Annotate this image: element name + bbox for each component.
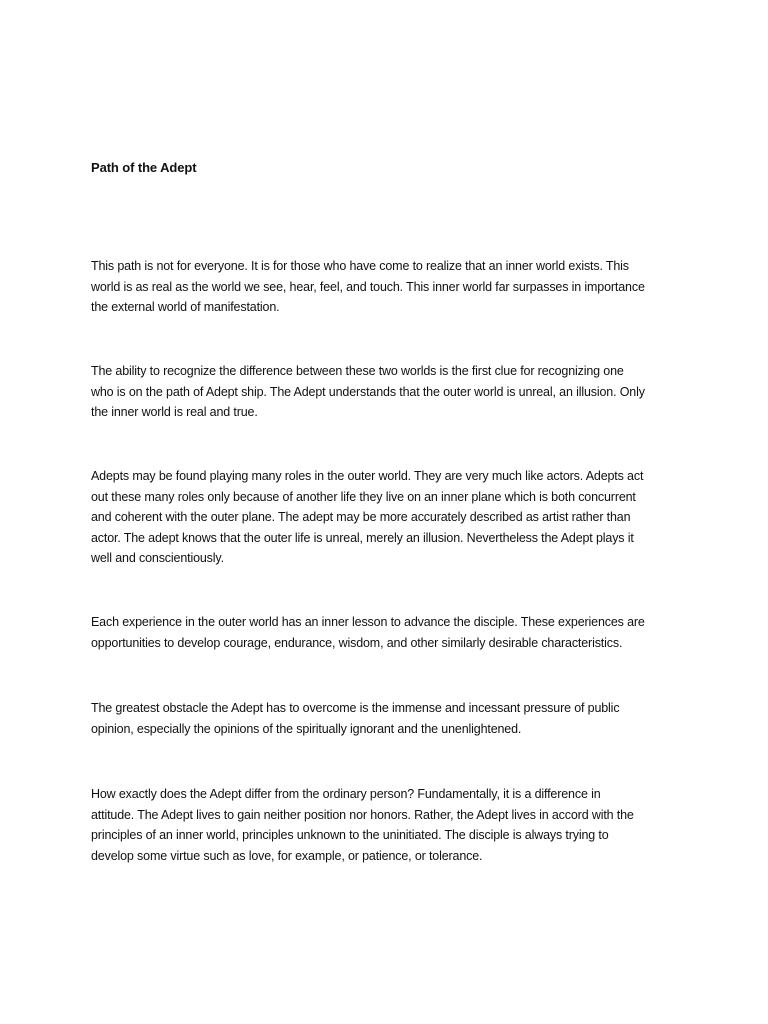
paragraph [91, 784, 691, 866]
paragraph-line: well and conscientiously. [91, 551, 224, 565]
paragraph-line: and coherent with the outer plane. The adept may be more accurately described as artist rather than [91, 510, 631, 524]
paragraph [91, 256, 691, 318]
paragraph-line: opinion, especially the opinions of the spiritually ignorant and the unenlightened. [91, 721, 522, 736]
paragraph-line: world is as real as the world we see, hear, feel, and touch. This inner world far surpasses in importance [91, 279, 645, 294]
paragraph-line: the external world of manifestation. [91, 300, 280, 314]
paragraph [91, 466, 691, 569]
document-title: Path of the Adept [91, 160, 197, 175]
paragraph-line: principles of an inner world, principles unknown to the uninitiated. The disciple is always trying to [91, 828, 609, 842]
paragraph-line: the inner world is real and true. [91, 405, 258, 419]
paragraph-line: Adepts may be found playing many roles in the outer world. They are very much like actors. Adepts act [91, 469, 644, 483]
paragraph-line: The ability to recognize the difference between these two worlds is the first clue for recognizing one [91, 364, 624, 378]
paragraph [91, 361, 691, 423]
paragraph [91, 698, 691, 739]
paragraph-line: How exactly does the Adept differ from the ordinary person? Fundamentally, it is a difference in [91, 787, 601, 801]
paragraph-line: opportunities to develop courage, endurance, wisdom, and other similarly desirable characteristics. [91, 635, 623, 650]
paragraph-line: develop some virtue such as love, for example, or patience, or tolerance. [91, 848, 483, 863]
paragraph-line: who is on the path of Adept ship. The Adept understands that the outer world is unreal, an illusion. Only [91, 384, 645, 399]
paragraph-line: The greatest obstacle the Adept has to overcome is the immense and incessant pressure of public [91, 701, 620, 715]
paragraph [91, 612, 691, 653]
paragraph-line: actor. The adept knows that the outer life is unreal, merely an illusion. Nevertheless the Adept plays it [91, 530, 634, 545]
paragraph-line: Each experience in the outer world has an inner lesson to advance the disciple. These experiences are [91, 615, 645, 629]
paragraph-line: out these many roles only because of another life they live on an inner plane which is both concurrent [91, 489, 636, 504]
paragraph-line: attitude. The Adept lives to gain neither position nor honors. Rather, the Adept lives in accord with the [91, 807, 634, 822]
paragraph-line: This path is not for everyone. It is for those who have come to realize that an inner world exists. This [91, 259, 629, 273]
